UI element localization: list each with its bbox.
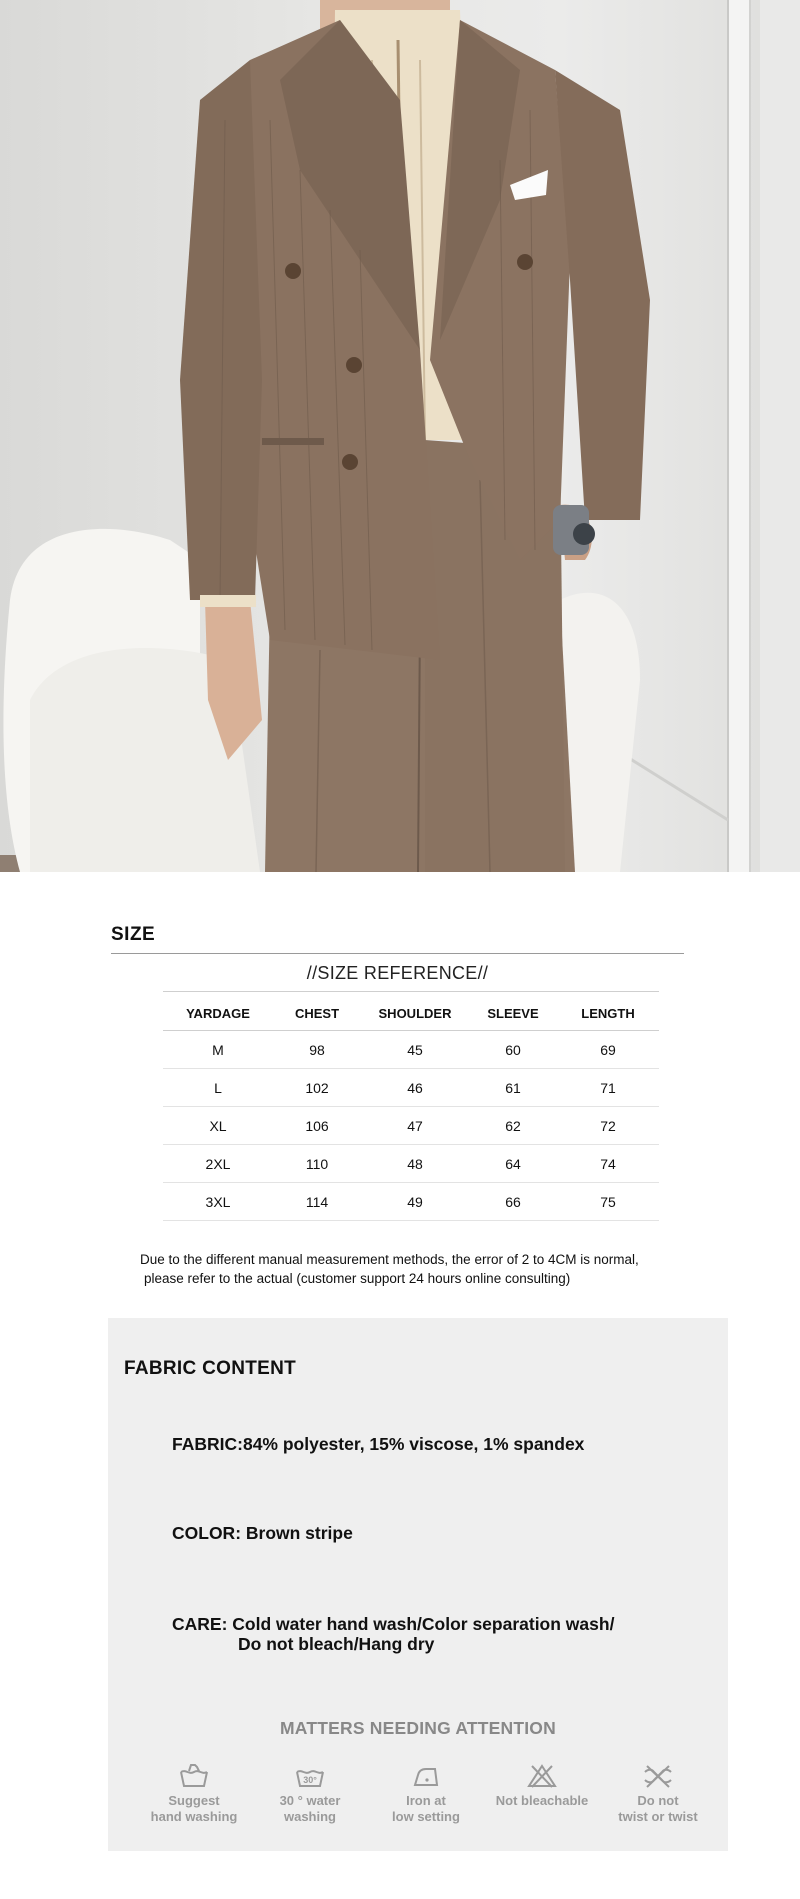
size-reference-title: //SIZE REFERENCE// (306, 963, 489, 983)
care-label-line-2: washing (283, 1809, 336, 1824)
fabric-care-line-1: CARE: Cold water hand wash/Color separation wash/ (172, 1614, 615, 1634)
fabric-content-title: FABRIC CONTENT (124, 1358, 297, 1379)
cell-chest: 110 (273, 1145, 361, 1183)
cell-length: 69 (557, 1031, 659, 1069)
care-icons-row (136, 1763, 716, 1825)
fabric-composition: FABRIC:84% polyester, 15% viscose, 1% spandex (172, 1434, 585, 1454)
column-header-yardage: YARDAGE (186, 1005, 250, 1021)
cell-shoulder: 45 (361, 1031, 469, 1069)
fabric-content-panel (108, 1318, 728, 1851)
column-header-chest: CHEST (294, 1005, 340, 1021)
cell-length: 74 (557, 1145, 659, 1183)
fabric-color: COLOR: Brown stripe (172, 1523, 353, 1543)
cell-yardage: M (163, 1031, 273, 1069)
care-item-no-wring (600, 1763, 716, 1825)
iron-low-icon (410, 1763, 442, 1789)
no-bleach-icon (526, 1763, 558, 1789)
size-reference-divider (163, 991, 659, 992)
table-row (163, 1107, 659, 1145)
size-divider (111, 953, 684, 954)
column-header-shoulder: SHOULDER (378, 1005, 452, 1021)
cell-chest: 102 (273, 1069, 361, 1107)
wash-30-icon (294, 1763, 326, 1789)
cell-shoulder: 46 (361, 1069, 469, 1107)
care-item-no-bleach (484, 1763, 600, 1825)
table-row (163, 1183, 659, 1221)
cell-sleeve: 60 (469, 1031, 557, 1069)
cell-chest: 106 (273, 1107, 361, 1145)
size-note (140, 1250, 700, 1288)
cell-yardage: L (163, 1069, 273, 1107)
cell-length: 75 (557, 1183, 659, 1221)
size-table (163, 996, 659, 1221)
cell-sleeve: 61 (469, 1069, 557, 1107)
table-row (163, 1145, 659, 1183)
care-label-line-1: Not bleachable (495, 1793, 589, 1808)
care-item-iron-low (368, 1763, 484, 1825)
cell-shoulder: 49 (361, 1183, 469, 1221)
column-header-sleeve: SLEEVE (487, 1005, 539, 1021)
suit-illustration (0, 0, 800, 872)
fabric-care-line-2: Do not bleach/Hang dry (238, 1634, 435, 1654)
cell-length: 72 (557, 1107, 659, 1145)
care-label-line-2: twist or twist (618, 1809, 698, 1824)
wash-temperature-text: 30° (303, 1775, 317, 1785)
attention-title: MATTERS NEEDING ATTENTION (280, 1718, 556, 1738)
care-label-line-2: hand washing (150, 1809, 238, 1824)
no-wring-icon (642, 1763, 674, 1789)
cell-chest: 114 (273, 1183, 361, 1221)
cell-shoulder: 47 (361, 1107, 469, 1145)
cell-sleeve: 62 (469, 1107, 557, 1145)
table-row (163, 1069, 659, 1107)
care-label-line-1: Suggest (168, 1793, 220, 1808)
cell-shoulder: 48 (361, 1145, 469, 1183)
cell-yardage: 3XL (163, 1183, 273, 1221)
size-heading: SIZE (111, 924, 156, 945)
care-label-line-1: 30 ° water (279, 1793, 341, 1808)
size-note-line-2: please refer to the actual (customer support 24 hours online consulting) (144, 1271, 571, 1286)
fabric-care (172, 1614, 614, 1654)
cell-sleeve: 64 (469, 1145, 557, 1183)
care-label-line-1: Do not (637, 1793, 679, 1808)
care-label-line-2: low setting (392, 1809, 460, 1824)
cell-yardage: 2XL (163, 1145, 273, 1183)
cell-sleeve: 66 (469, 1183, 557, 1221)
size-note-line-1: Due to the different manual measurement methods, the error of 2 to 4CM is normal, (140, 1252, 639, 1267)
care-item-wash-30 (252, 1763, 368, 1825)
care-label-line-1: Iron at (406, 1793, 446, 1808)
cell-yardage: XL (163, 1107, 273, 1145)
cell-chest: 98 (273, 1031, 361, 1069)
table-row (163, 1031, 659, 1069)
size-table-header (163, 996, 659, 1031)
cell-length: 71 (557, 1069, 659, 1107)
column-header-length: LENGTH (581, 1005, 635, 1021)
care-item-hand-wash (136, 1763, 252, 1825)
product-photo (0, 0, 800, 872)
hand-wash-icon (178, 1763, 210, 1789)
